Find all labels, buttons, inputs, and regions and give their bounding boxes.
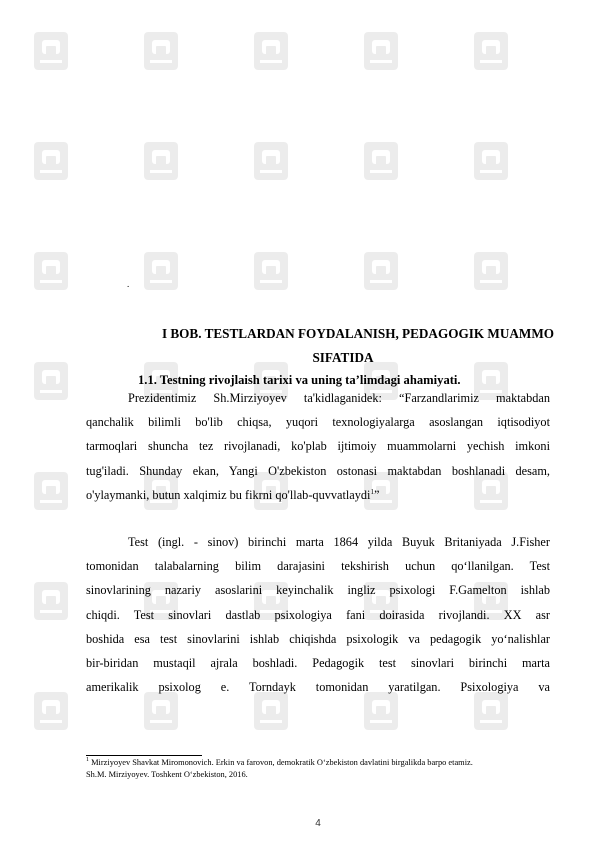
paragraph-2-line: chiqdi. Test sinovlari dastlab psixologiya fani doirasida rivojlandi. XX asr [86, 607, 550, 622]
document-lock-icon [360, 30, 402, 72]
paragraph-1-line: tug'iladi. Shunday ekan, Yangi O'zbekiston ostonasi maktabdan boshlanadi desam, [86, 463, 550, 478]
document-lock-icon [30, 250, 72, 292]
document-lock-icon [140, 140, 182, 182]
document-lock-icon [250, 250, 292, 292]
document-lock-icon [30, 140, 72, 182]
footnote-reference[interactable]: 1 [370, 487, 374, 496]
paragraph-2-line: Test (ingl. - sinov) birinchi marta 1864 yilda Buyuk Britaniyada J.Fisher [128, 535, 550, 549]
document-lock-icon [360, 250, 402, 292]
chapter-title-line1: I BOB. TESTLARDAN FOYDALANISH, PEDAGOGIK MUAMMO [161, 326, 555, 341]
document-lock-icon [30, 470, 72, 512]
paragraph-2-line: amerikalik psixolog e. Torndayk tomonidan yaratilgan. Psixologiya va [86, 680, 550, 695]
document-lock-icon [250, 140, 292, 182]
document-lock-icon [30, 580, 72, 622]
document-lock-icon [470, 140, 512, 182]
document-lock-icon [30, 690, 72, 732]
document-lock-icon [140, 30, 182, 72]
footnote-line2: Sh.M. Mirziyoyev. Toshkent O‘zbekiston, 2016. [86, 769, 248, 779]
document-lock-icon [140, 250, 182, 292]
closing-quote: ” [373, 487, 380, 502]
footnote [86, 757, 556, 780]
section-title: 1.1. Testning rivojlaish tarixi va uning ta’limdagi ahamiyati. [138, 373, 461, 387]
paragraph-1-line: qanchalik bilimli bo'lib chiqsa, yuqori texnologiyalarga asoslangan iqtisodiyot [86, 415, 550, 430]
footnote-line1 [86, 757, 556, 769]
footnote-number: 1 [86, 757, 89, 764]
paragraph-1-line: Prezidentimiz Sh.Mirziyoyev ta'kidlaganidek: “Farzandlarimiz maktabdan [128, 391, 550, 405]
document-lock-icon [360, 140, 402, 182]
paragraph-2-line: boshida esa test sinovlarini ishlab chiqishda psixologik va pedagogik yo‘nalishlar [86, 631, 550, 646]
paragraph-1-line: tarmoqlari shuncha tez rivojlanadi, ko'plab ijtimoiy muammolarni yechish imkoni [86, 439, 550, 454]
document-lock-icon [470, 30, 512, 72]
paragraph-2 [86, 530, 550, 699]
stray-marker: . [127, 279, 130, 289]
paragraph-2-line: bir-biridan mustaqil ajrala boshladi. Pedagogik test sinovlari birinchi marta [86, 656, 550, 671]
paragraph-1-last-text: o'ylaymanki, butun xalqimiz bu fikrni qo'llab-quvvatlaydi [86, 487, 371, 502]
paragraph-1-last-line [86, 483, 550, 507]
chapter-title-line2: SIFATIDA [312, 350, 374, 365]
paragraph-2-line: tomonidan talabalarning bilim darajasini tekshirish uchun qo‘llanilgan. Test [86, 559, 550, 574]
document-lock-icon [30, 30, 72, 72]
page-number: 4 [315, 818, 321, 829]
footnote-divider [86, 755, 202, 756]
paragraph-1 [86, 386, 550, 507]
document-lock-icon [470, 250, 512, 292]
footnote-text: Mirziyoyev Shavkat Miromonovich. Erkin va farovon, demokratik O‘zbekiston davlatini birgalikda barpo etamiz. [89, 758, 473, 767]
document-lock-icon [30, 360, 72, 402]
chapter-title [86, 322, 590, 370]
document-lock-icon [250, 30, 292, 72]
paragraph-2-line: sinovlarining nazariy asoslarini keyinchalik ingliz psixologi F.Gamelton ishlab [86, 583, 550, 598]
